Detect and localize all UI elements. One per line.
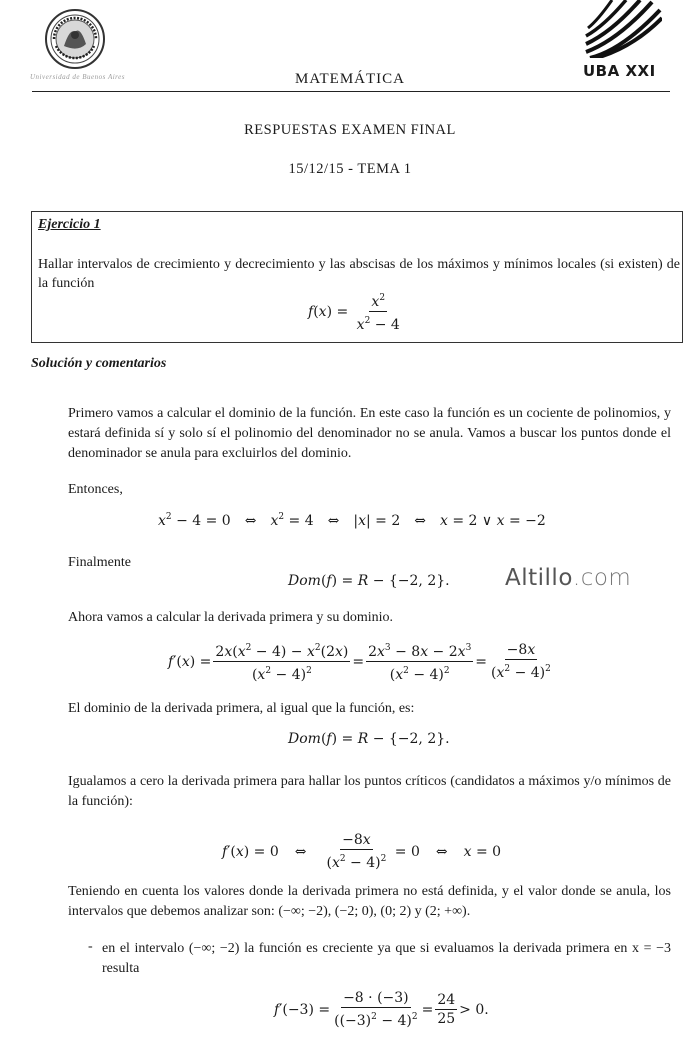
equation-derivative-domain: Dom ( f ) = R − {−2, 2}. [288, 731, 450, 747]
function-formula: f ( x ) = $\frac{x^2}{x^2 - 4}$ [308, 290, 404, 333]
exercise-statement: Hallar intervalos de crecimiento y decrecimiento y las abscisas de los máximos y mínimos locales (si existen) de la función [38, 257, 680, 291]
document-title: RESPUESTAS EXAMEN FINAL [244, 122, 456, 138]
paragraph-derivative-intro: Ahora vamos a calcular la derivada primera y su dominio. [68, 610, 393, 625]
equation-domain: Dom ( f ) = R − {−2, 2}. [288, 573, 450, 589]
paragraph-domain-intro: Primero vamos a calcular el dominio de la función. En este caso la función es un cociente de polinomios, y estará definida sí y solo sí el polinomio del denominador no se anula. Vamos a buscar los puntos donde el denominador se anula para excluirlos del dominio. [68, 406, 671, 461]
paragraph-entonces: Entonces, [68, 482, 123, 497]
paragraph-intervals: Teniendo en cuenta los valores donde la derivada primera no está definida, y el valor donde se anula, los intervalos que debemos analizar son: (−∞; −2), (−2; 0), (0; 2) y (2; +∞). [68, 884, 671, 919]
bullet-marker: - [88, 939, 93, 954]
paragraph-critical-points: Igualamos a cero la derivada primera para hallar los puntos críticos (candidatos a máximos y/o mínimos de la función): [68, 774, 671, 809]
document-subtitle: 15/12/15 - TEMA 1 [288, 161, 412, 177]
university-seal-logo [44, 8, 106, 70]
equation-critical-points: f ′( x ) = 0 ⇔ $\frac{-8x}{(x^2 - 4)^2}$ = 0 ⇔ x = 0 [222, 832, 502, 871]
equation-denominator-zero: $x^2 - 4 = 0$ ⇔ $x^2 = 4$ ⇔ |x| = 2 ⇔ x = 2 ∨ x = −2 [158, 512, 546, 529]
equation-evaluate-minus-three: f ′(−3) = $\frac{-8 \cdot (-3)}{((-3)^2 - 4)^2}$ = $\frac{24}{25}$ > 0. [274, 990, 489, 1029]
equation-derivative: f ′( x ) = $\frac{2x(x^2 - 4) - x^2(2x)}{(x^2 - 4)^2}$ = $\frac{2x^3 - 8x - 2x^3}{(x^2 - 4)^2}$ = $\frac{-8x}{(x^2 - 4)^2}$ [168, 642, 551, 683]
header-divider [32, 91, 670, 92]
solution-heading: Solución y comentarios [31, 356, 167, 371]
seal-caption: Universidad de Buenos Aires [30, 73, 125, 81]
paragraph-finalmente: Finalmente [68, 555, 131, 570]
bullet-interval-1: en el intervalo (−∞; −2) la función es creciente ya que si evaluamos la derivada primera en x = −3 resulta [102, 941, 671, 976]
altillo-watermark: Altillo.com [505, 565, 632, 591]
uba-xxi-swirl-logo [582, 0, 662, 58]
header-title: MATEMÁTICA [295, 71, 405, 87]
exercise-heading: Ejercicio 1 [38, 217, 101, 232]
uba-xxi-logo-text: UBA XXI [583, 62, 656, 80]
paragraph-derivative-domain: El dominio de la derivada primera, al igual que la función, es: [68, 701, 415, 716]
